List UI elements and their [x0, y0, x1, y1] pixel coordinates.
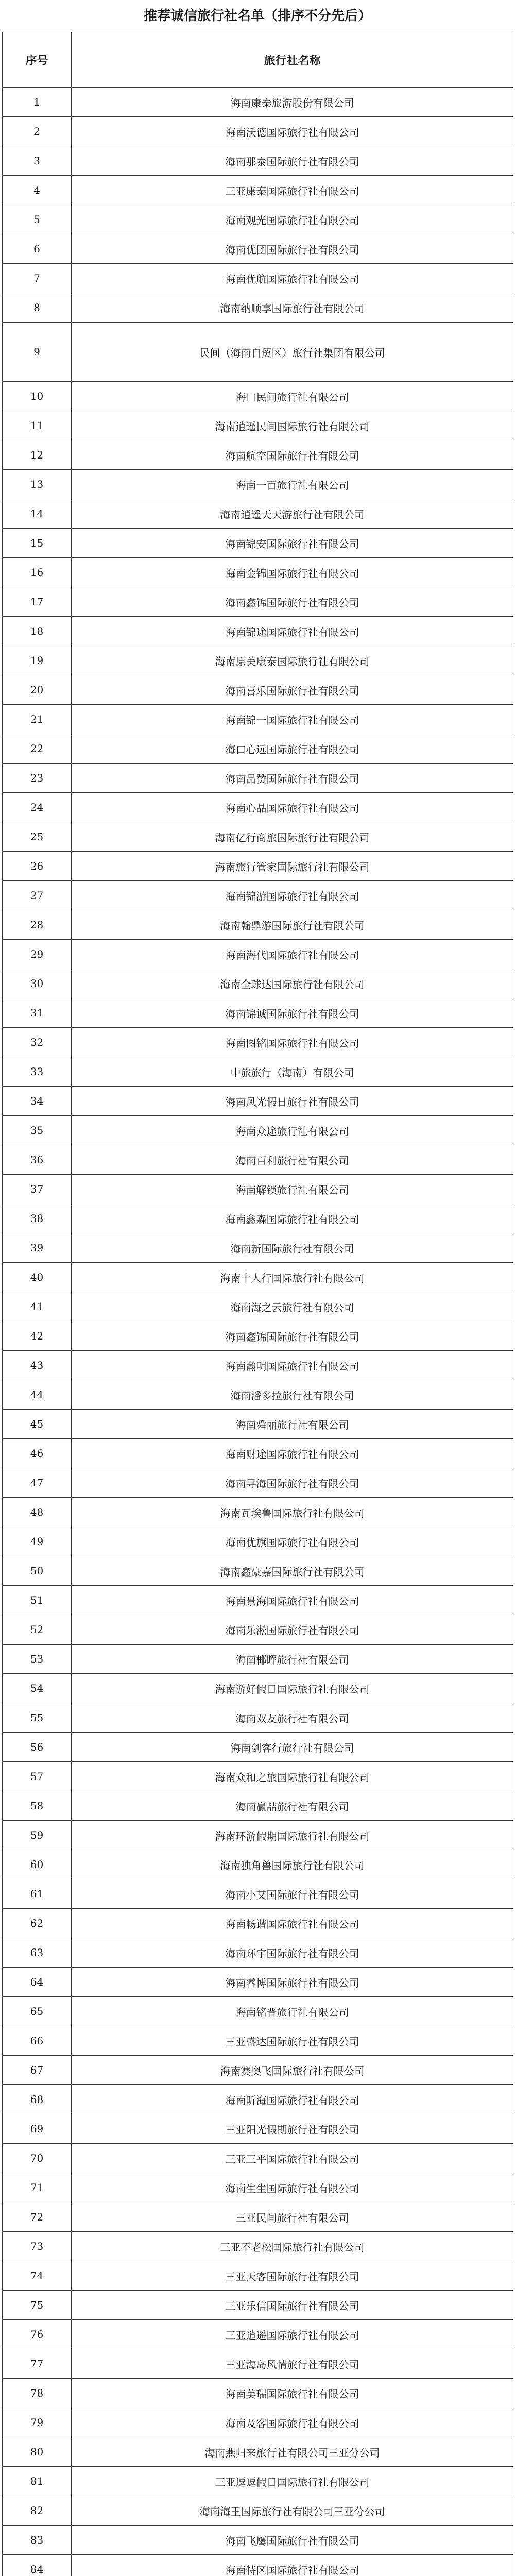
agency-name: 海南逍遥天天游旅行社有限公司: [72, 499, 513, 529]
table-row: [3, 2232, 513, 2261]
table-row: [3, 2085, 513, 2114]
agency-name: 海南海代国际旅行社有限公司: [72, 940, 513, 969]
table-row: [3, 2320, 513, 2349]
row-number: 23: [3, 764, 72, 793]
table-row: [3, 2379, 513, 2408]
agency-name: 海南锦安国际旅行社有限公司: [72, 529, 513, 558]
agency-name: 海南环游假期国际旅行社有限公司: [72, 1821, 513, 1850]
table-row: [3, 1233, 513, 1263]
row-number: 3: [3, 146, 72, 176]
agency-name: 海南环宇国际旅行社有限公司: [72, 1938, 513, 1968]
agency-name: 海南海王国际旅行社有限公司三亚分公司: [72, 2496, 513, 2526]
row-number: 57: [3, 1762, 72, 1791]
table-row: [3, 1321, 513, 1351]
row-number: 32: [3, 1028, 72, 1057]
row-number: 58: [3, 1791, 72, 1821]
table-row: [3, 734, 513, 764]
agency-name: 海南逍遥民间国际旅行社有限公司: [72, 411, 513, 440]
table-row: [3, 1997, 513, 2026]
agency-name: 海南生生国际旅行社有限公司: [72, 2173, 513, 2202]
table-row: [3, 1410, 513, 1439]
agency-name: 海南观光国际旅行社有限公司: [72, 205, 513, 234]
agency-name: 海南图铭国际旅行社有限公司: [72, 1028, 513, 1057]
row-number: 31: [3, 998, 72, 1028]
table-row: [3, 1204, 513, 1233]
table-row: [3, 2437, 513, 2467]
row-number: 71: [3, 2173, 72, 2202]
row-number: 34: [3, 1087, 72, 1116]
row-number: 69: [3, 2114, 72, 2144]
agency-name: 海南舜丽旅行社有限公司: [72, 1410, 513, 1439]
table-header-row: [3, 32, 513, 88]
row-number: 1: [3, 88, 72, 117]
row-number: 72: [3, 2202, 72, 2232]
row-number: 68: [3, 2085, 72, 2114]
row-number: 64: [3, 1968, 72, 1997]
table-row: [3, 1615, 513, 1645]
row-number: 50: [3, 1556, 72, 1586]
table-row: [3, 2173, 513, 2202]
table-row: [3, 1645, 513, 1674]
agency-name: 海南财途国际旅行社有限公司: [72, 1439, 513, 1468]
row-number: 54: [3, 1674, 72, 1703]
row-number: 45: [3, 1410, 72, 1439]
row-number: 65: [3, 1997, 72, 2026]
agency-name: 海南独角兽国际旅行社有限公司: [72, 1850, 513, 1879]
table-row: [3, 1380, 513, 1410]
agency-name: 海南优团国际旅行社有限公司: [72, 234, 513, 264]
row-number: 67: [3, 2056, 72, 2085]
table-row: [3, 1791, 513, 1821]
table-row: [3, 1145, 513, 1175]
table-row: [3, 1175, 513, 1204]
row-number: 52: [3, 1615, 72, 1645]
row-number: 62: [3, 1909, 72, 1938]
agency-name: 海南潘多拉旅行社有限公司: [72, 1380, 513, 1410]
row-number: 81: [3, 2467, 72, 2496]
row-number: 18: [3, 617, 72, 646]
table-row: [3, 1057, 513, 1087]
row-number: 73: [3, 2232, 72, 2261]
agency-name: 海南寻海国际旅行社有限公司: [72, 1468, 513, 1498]
table-row: [3, 1821, 513, 1850]
agency-name: 海南沃德国际旅行社有限公司: [72, 117, 513, 146]
row-number: 30: [3, 969, 72, 998]
row-number: 70: [3, 2144, 72, 2173]
agency-name: 海南全球达国际旅行社有限公司: [72, 969, 513, 998]
table-row: [3, 1762, 513, 1791]
table-row: [3, 2144, 513, 2173]
row-number: 63: [3, 1938, 72, 1968]
table-row: [3, 234, 513, 264]
row-number: 76: [3, 2320, 72, 2349]
agency-name: 海南优旗国际旅行社有限公司: [72, 1527, 513, 1556]
row-number: 19: [3, 646, 72, 675]
table-row: [3, 264, 513, 293]
table-row: [3, 1850, 513, 1879]
row-number: 53: [3, 1645, 72, 1674]
agency-name: 海南乐淞国际旅行社有限公司: [72, 1615, 513, 1645]
row-number: 21: [3, 705, 72, 734]
agency-name: 三亚不老松国际旅行社有限公司: [72, 2232, 513, 2261]
agency-name: 海南燕归来旅行社有限公司三亚分公司: [72, 2437, 513, 2467]
agency-name: 海南昕海国际旅行社有限公司: [72, 2085, 513, 2114]
agency-name: 海南那泰国际旅行社有限公司: [72, 146, 513, 176]
table-row: [3, 1586, 513, 1615]
table-body: [3, 88, 513, 2576]
table-row: [3, 529, 513, 558]
table-row: [3, 881, 513, 910]
row-number: 22: [3, 734, 72, 764]
agency-name: 海南新国际旅行社有限公司: [72, 1233, 513, 1263]
table-row: [3, 470, 513, 499]
table-row: [3, 1733, 513, 1762]
agency-name: 海南及客国际旅行社有限公司: [72, 2408, 513, 2437]
table-row: [3, 1527, 513, 1556]
agency-name: 海南百利旅行社有限公司: [72, 1145, 513, 1175]
table-row: [3, 146, 513, 176]
table-row: [3, 646, 513, 675]
agency-name: 海南鑫锦国际旅行社有限公司: [72, 1321, 513, 1351]
table-row: [3, 2056, 513, 2085]
row-number: 6: [3, 234, 72, 264]
agency-name: 三亚民间旅行社有限公司: [72, 2202, 513, 2232]
table-row: [3, 822, 513, 852]
column-header-agency-name: 旅行社名称: [72, 32, 513, 88]
agency-name: 海南飞鹰国际旅行社有限公司: [72, 2526, 513, 2555]
row-number: 24: [3, 793, 72, 822]
agency-name: 海南景海国际旅行社有限公司: [72, 1586, 513, 1615]
row-number: 4: [3, 176, 72, 205]
agency-name: 海南风光假日旅行社有限公司: [72, 1087, 513, 1116]
row-number: 29: [3, 940, 72, 969]
row-number: 60: [3, 1850, 72, 1879]
agency-name: 海南航空国际旅行社有限公司: [72, 440, 513, 470]
agency-name: 海南赛奥飞国际旅行社有限公司: [72, 2056, 513, 2085]
agency-name: 三亚盛达国际旅行社有限公司: [72, 2026, 513, 2056]
row-number: 82: [3, 2496, 72, 2526]
table-row: [3, 176, 513, 205]
row-number: 36: [3, 1145, 72, 1175]
row-number: 38: [3, 1204, 72, 1233]
agency-name: 海南瀚明国际旅行社有限公司: [72, 1351, 513, 1380]
table-row: [3, 852, 513, 881]
row-number: 46: [3, 1439, 72, 1468]
row-number: 74: [3, 2261, 72, 2291]
agency-name: 海南铭晋旅行社有限公司: [72, 1997, 513, 2026]
table-row: [3, 793, 513, 822]
row-number: 28: [3, 910, 72, 940]
agency-name: 三亚逍遥国际旅行社有限公司: [72, 2320, 513, 2349]
row-number: 20: [3, 675, 72, 705]
row-number: 25: [3, 822, 72, 852]
agency-name: 海南众途旅行社有限公司: [72, 1116, 513, 1145]
row-number: 14: [3, 499, 72, 529]
table-row: [3, 2555, 513, 2576]
agency-name: 民间（海南自贸区）旅行社集团有限公司: [72, 323, 513, 382]
table-row: [3, 1674, 513, 1703]
table-row: [3, 2202, 513, 2232]
agency-name: 海南众和之旅国际旅行社有限公司: [72, 1762, 513, 1791]
row-number: 48: [3, 1498, 72, 1527]
table-row: [3, 2261, 513, 2291]
row-number: 40: [3, 1263, 72, 1292]
agency-name: 海南特区国际旅行社有限公司: [72, 2555, 513, 2576]
agency-name: 海南一百旅行社有限公司: [72, 470, 513, 499]
table-row: [3, 2467, 513, 2496]
row-number: 13: [3, 470, 72, 499]
row-number: 2: [3, 117, 72, 146]
agency-name: 海南瓦埃鲁国际旅行社有限公司: [72, 1498, 513, 1527]
agency-name: 海南游好假日国际旅行社有限公司: [72, 1674, 513, 1703]
row-number: 9: [3, 323, 72, 382]
row-number: 80: [3, 2437, 72, 2467]
row-number: 37: [3, 1175, 72, 1204]
table-row: [3, 293, 513, 323]
row-number: 17: [3, 587, 72, 617]
table-row: [3, 969, 513, 998]
table-row: [3, 1263, 513, 1292]
table-row: [3, 675, 513, 705]
table-row: [3, 1116, 513, 1145]
agency-name: 海南金锦国际旅行社有限公司: [72, 558, 513, 587]
agency-name: 海南小艾国际旅行社有限公司: [72, 1879, 513, 1909]
row-number: 77: [3, 2349, 72, 2379]
table-row: [3, 1938, 513, 1968]
row-number: 56: [3, 1733, 72, 1762]
row-number: 78: [3, 2379, 72, 2408]
row-number: 10: [3, 382, 72, 411]
table-row: [3, 1556, 513, 1586]
table-row: [3, 1968, 513, 1997]
table-row: [3, 382, 513, 411]
agency-name: 海南畅谐国际旅行社有限公司: [72, 1909, 513, 1938]
agency-name: 三亚三平国际旅行社有限公司: [72, 2144, 513, 2173]
row-number: 27: [3, 881, 72, 910]
row-number: 42: [3, 1321, 72, 1351]
agency-name: 海南亿行商旅国际旅行社有限公司: [72, 822, 513, 852]
agency-name: 海南优航国际旅行社有限公司: [72, 264, 513, 293]
row-number: 47: [3, 1468, 72, 1498]
table-row: [3, 2291, 513, 2320]
table-row: [3, 617, 513, 646]
agency-name: 海南美瑞国际旅行社有限公司: [72, 2379, 513, 2408]
table-row: [3, 1028, 513, 1057]
row-number: 39: [3, 1233, 72, 1263]
table-row: [3, 2408, 513, 2437]
table-row: [3, 558, 513, 587]
row-number: 8: [3, 293, 72, 323]
table-row: [3, 940, 513, 969]
agency-name: 海南海之云旅行社有限公司: [72, 1292, 513, 1321]
agency-table: [2, 32, 513, 2576]
agency-name: 海南解锁旅行社有限公司: [72, 1175, 513, 1204]
agency-name: 海南喜乐国际旅行社有限公司: [72, 675, 513, 705]
table-row: [3, 499, 513, 529]
row-number: 59: [3, 1821, 72, 1850]
table-row: [3, 705, 513, 734]
column-header-number: 序号: [3, 32, 72, 88]
row-number: 75: [3, 2291, 72, 2320]
row-number: 49: [3, 1527, 72, 1556]
agency-name: 三亚乐信国际旅行社有限公司: [72, 2291, 513, 2320]
table-row: [3, 2349, 513, 2379]
agency-name: 海南康泰旅游股份有限公司: [72, 88, 513, 117]
agency-name: 海南纳顺享国际旅行社有限公司: [72, 293, 513, 323]
table-row: [3, 440, 513, 470]
table-row: [3, 764, 513, 793]
page-title: 推荐诚信旅行社名单（排序不分先后）: [143, 8, 371, 24]
table-row: [3, 1087, 513, 1116]
table-row: [3, 2026, 513, 2056]
row-number: 44: [3, 1380, 72, 1410]
table-row: [3, 910, 513, 940]
row-number: 5: [3, 205, 72, 234]
row-number: 7: [3, 264, 72, 293]
table-row: [3, 205, 513, 234]
table-row: [3, 411, 513, 440]
row-number: 12: [3, 440, 72, 470]
agency-name: 海南鑫豪嘉国际旅行社有限公司: [72, 1556, 513, 1586]
row-number: 33: [3, 1057, 72, 1087]
agency-name: 海南十人行国际旅行社有限公司: [72, 1263, 513, 1292]
table-row: [3, 1439, 513, 1468]
agency-name: 三亚阳光假期旅行社有限公司: [72, 2114, 513, 2144]
table-row: [3, 117, 513, 146]
row-number: 43: [3, 1351, 72, 1380]
table-row: [3, 587, 513, 617]
table-row: [3, 1351, 513, 1380]
row-number: 35: [3, 1116, 72, 1145]
agency-name: 海南睿博国际旅行社有限公司: [72, 1968, 513, 1997]
agency-name: 三亚海岛风情旅行社有限公司: [72, 2349, 513, 2379]
agency-name: 海南鑫森国际旅行社有限公司: [72, 1204, 513, 1233]
table-row: [3, 1879, 513, 1909]
row-number: 16: [3, 558, 72, 587]
row-number: 83: [3, 2526, 72, 2555]
agency-name: 海口心远国际旅行社有限公司: [72, 734, 513, 764]
table-row: [3, 88, 513, 117]
agency-name: 海南锦途国际旅行社有限公司: [72, 617, 513, 646]
agency-name: 海南鑫锦国际旅行社有限公司: [72, 587, 513, 617]
row-number: 11: [3, 411, 72, 440]
row-number: 79: [3, 2408, 72, 2437]
row-number: 61: [3, 1879, 72, 1909]
agency-name: 三亚天客国际旅行社有限公司: [72, 2261, 513, 2291]
table-row: [3, 2496, 513, 2526]
agency-name: 中旅旅行（海南）有限公司: [72, 1057, 513, 1087]
agency-name: 海南椰晖旅行社有限公司: [72, 1645, 513, 1674]
table-row: [3, 998, 513, 1028]
agency-name: 海口民间旅行社有限公司: [72, 382, 513, 411]
table-row: [3, 2114, 513, 2144]
agency-name: 海南锦一国际旅行社有限公司: [72, 705, 513, 734]
agency-name: 三亚逗逗假日国际旅行社有限公司: [72, 2467, 513, 2496]
agency-name: 海南锦游国际旅行社有限公司: [72, 881, 513, 910]
table-row: [3, 1703, 513, 1733]
agency-name: 海南剑客行旅行社有限公司: [72, 1733, 513, 1762]
row-number: 15: [3, 529, 72, 558]
agency-name: 海南原美康泰国际旅行社有限公司: [72, 646, 513, 675]
table-row: [3, 1498, 513, 1527]
agency-name: 海南双友旅行社有限公司: [72, 1703, 513, 1733]
table-row: [3, 2526, 513, 2555]
table-row: [3, 1909, 513, 1938]
row-number: 84: [3, 2555, 72, 2576]
row-number: 26: [3, 852, 72, 881]
agency-name: 海南心晶国际旅行社有限公司: [72, 793, 513, 822]
agency-name: 海南锦诚国际旅行社有限公司: [72, 998, 513, 1028]
table-row: [3, 1468, 513, 1498]
table-row: [3, 1292, 513, 1321]
row-number: 66: [3, 2026, 72, 2056]
agency-name: 海南旅行管家国际旅行社有限公司: [72, 852, 513, 881]
row-number: 41: [3, 1292, 72, 1321]
table-row: [3, 323, 513, 382]
agency-name: 海南品赞国际旅行社有限公司: [72, 764, 513, 793]
agency-name: 海南翰鼎游国际旅行社有限公司: [72, 910, 513, 940]
row-number: 51: [3, 1586, 72, 1615]
agency-name: 三亚康泰国际旅行社有限公司: [72, 176, 513, 205]
agency-name: 海南赢喆旅行社有限公司: [72, 1791, 513, 1821]
row-number: 55: [3, 1703, 72, 1733]
